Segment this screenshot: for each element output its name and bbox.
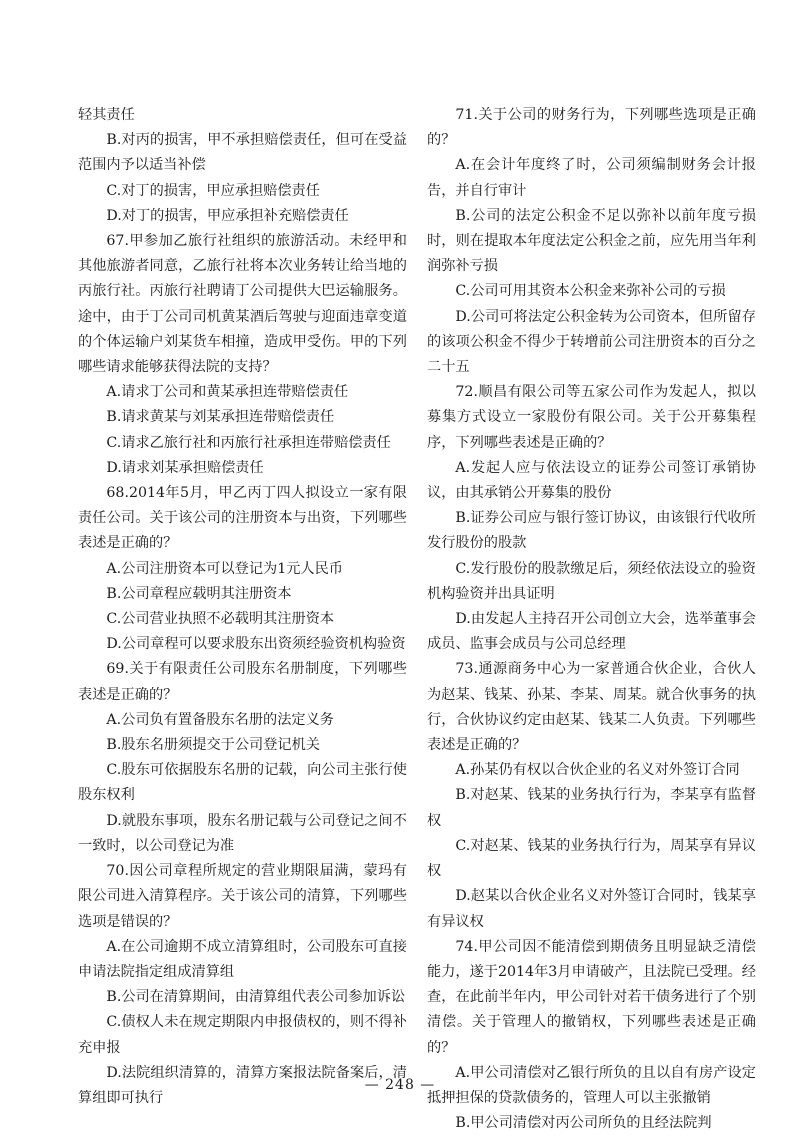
paragraph: A.发起人应与依法设立的证券公司签订承销协议，由其承销公开募集的股份 bbox=[427, 459, 756, 502]
paragraph: 73.通源商务中心为一家普通合伙企业，合伙人为赵某、钱某、孙某、李某、周某。就合伙事务的执行，合伙协议约定由赵某、钱某二人负责。下列哪些表述是正确的？ bbox=[427, 661, 756, 754]
paragraph: D.公司可将法定公积金转为公司资本，但所留存的该项公积金不得少于转增前公司注册资本的百分之二十五 bbox=[427, 308, 756, 376]
paragraph: C.债权人未在规定期限内申报债权的，则不得补充申报 bbox=[78, 1014, 407, 1056]
paragraph: C.公司可用其资本公积金来弥补公司的亏损 bbox=[455, 283, 726, 300]
paragraph: A.甲公司清偿对乙银行所负的且以自有房产设定抵押担保的贷款债务的，管理人可以主张撤销 bbox=[427, 1064, 756, 1106]
paragraph: A.在会计年度终了时，公司须编制财务会计报告，并自行审计 bbox=[427, 157, 756, 199]
paragraph: C.请求乙旅行社和丙旅行社承担连带赔偿责任 bbox=[106, 434, 391, 451]
paragraph: 69.关于有限责任公司股东名册制度，下列哪些表述是正确的？ bbox=[78, 661, 407, 703]
paragraph: B.证券公司应与银行签订协议，由该银行代收所发行股份的股款 bbox=[427, 510, 756, 552]
paragraph: B.股东名册须提交于公司登记机关 bbox=[106, 737, 320, 754]
paragraph: 67.甲参加乙旅行社组织的旅游活动。未经甲和其他旅游者同意，乙旅行社将本次业务转让给当地的丙旅行社。丙旅行社聘请丁公司提供大巴运输服务。途中，由于丁公司司机黄某酒后驾驶与迎面违章变道的个体运输户刘某货车相撞，造成甲受伤。甲的下列哪些请求能够获得法院的支持？ bbox=[78, 233, 407, 376]
paragraph: B.公司的法定公积金不足以弥补以前年度亏损时，则在提取本年度法定公积金之前，应先用当年利润弥补亏损 bbox=[427, 207, 756, 275]
paragraph: 70.因公司章程所规定的营业期限届满，蒙玛有限公司进入清算程序。关于该公司的清算，下列哪些选项是错误的？ bbox=[78, 863, 407, 930]
page-number: — 248 — bbox=[364, 1077, 436, 1093]
paragraph: A.公司注册资本可以登记为1元人民币 bbox=[106, 560, 343, 577]
left-column bbox=[78, 103, 407, 1111]
paragraph: 71.关于公司的财务行为，下列哪些选项是正确的？ bbox=[427, 107, 756, 149]
paragraph: 68.2014年5月，甲乙丙丁四人拟设立一家有限责任公司。关于该公司的注册资本与出资，下列哪些表述是正确的？ bbox=[78, 485, 407, 552]
paragraph: A.孙某仍有权以合伙企业的名义对外签订合同 bbox=[455, 762, 740, 779]
paragraph: A.请求丁公司和黄某承担连带赔偿责任 bbox=[106, 384, 349, 401]
paragraph: C.对丁的损害，甲应承担赔偿责任 bbox=[106, 182, 320, 199]
paragraph: A.在公司逾期不成立清算组时，公司股东可直接申请法院指定组成清算组 bbox=[78, 938, 407, 980]
paragraph: C.公司营业执照不必载明其注册资本 bbox=[106, 611, 335, 628]
paragraph: C.对赵某、钱某的业务执行行为，周某享有异议权 bbox=[427, 837, 756, 880]
paragraph: D.法院组织清算的，清算方案报法院备案后，清算组即可执行 bbox=[78, 1064, 407, 1106]
paragraph: D.公司章程可以要求股东出资须经验资机构验资 bbox=[106, 636, 406, 653]
paragraph: B.对赵某、钱某的业务执行行为，李某享有监督权 bbox=[427, 787, 756, 829]
paragraph: 74.甲公司因不能清偿到期债务且明显缺乏清偿能力，遂于2014年3月申请破产，且法院已受理。经查，在此前半年内，甲公司针对若干债务进行了个别清偿。关于管理人的撤销权，下列哪些表述是正确的？ bbox=[427, 938, 756, 1056]
right-column bbox=[427, 103, 756, 1136]
paragraph: 72.顺昌有限公司等五家公司作为发起人，拟以募集方式设立一家股份有限公司。关于公开募集程序，下列哪些表述是正确的？ bbox=[427, 384, 756, 451]
paragraph: D.对丁的损害，甲应承担补充赔偿责任 bbox=[106, 207, 349, 224]
paragraph: B.对丙的损害，甲不承担赔偿责任，但可在受益范围内予以适当补偿 bbox=[78, 132, 407, 174]
paragraph: B.公司在清算期间，由清算组代表公司参加诉讼 bbox=[106, 989, 406, 1006]
paragraph: B.甲公司清偿对丙公司所负的且经法院判 bbox=[455, 1115, 712, 1132]
paragraph: A.公司负有置备股东名册的法定义务 bbox=[106, 711, 334, 728]
paragraph: B.请求黄某与刘某承担连带赔偿责任 bbox=[106, 409, 335, 426]
paragraph: 轻其责任 bbox=[78, 107, 135, 123]
paragraph: D.由发起人主持召开公司创立大会，选举董事会成员、监事会成员与公司总经理 bbox=[427, 611, 756, 653]
paragraph: D.就股东事项，股东名册记载与公司登记之间不一致时，以公司登记为准 bbox=[78, 812, 407, 854]
paragraph: B.公司章程应载明其注册资本 bbox=[106, 585, 292, 602]
paragraph: C.股东可依据股东名册的记载，向公司主张行使股东权利 bbox=[78, 762, 407, 804]
paragraph: D.赵某以合伙企业名义对外签订合同时，钱某享有异议权 bbox=[427, 888, 756, 930]
paragraph: C.发行股份的股款缴足后，须经依法设立的验资机构验资并出具证明 bbox=[427, 560, 756, 602]
paragraph: D.请求刘某承担赔偿责任 bbox=[106, 459, 264, 476]
